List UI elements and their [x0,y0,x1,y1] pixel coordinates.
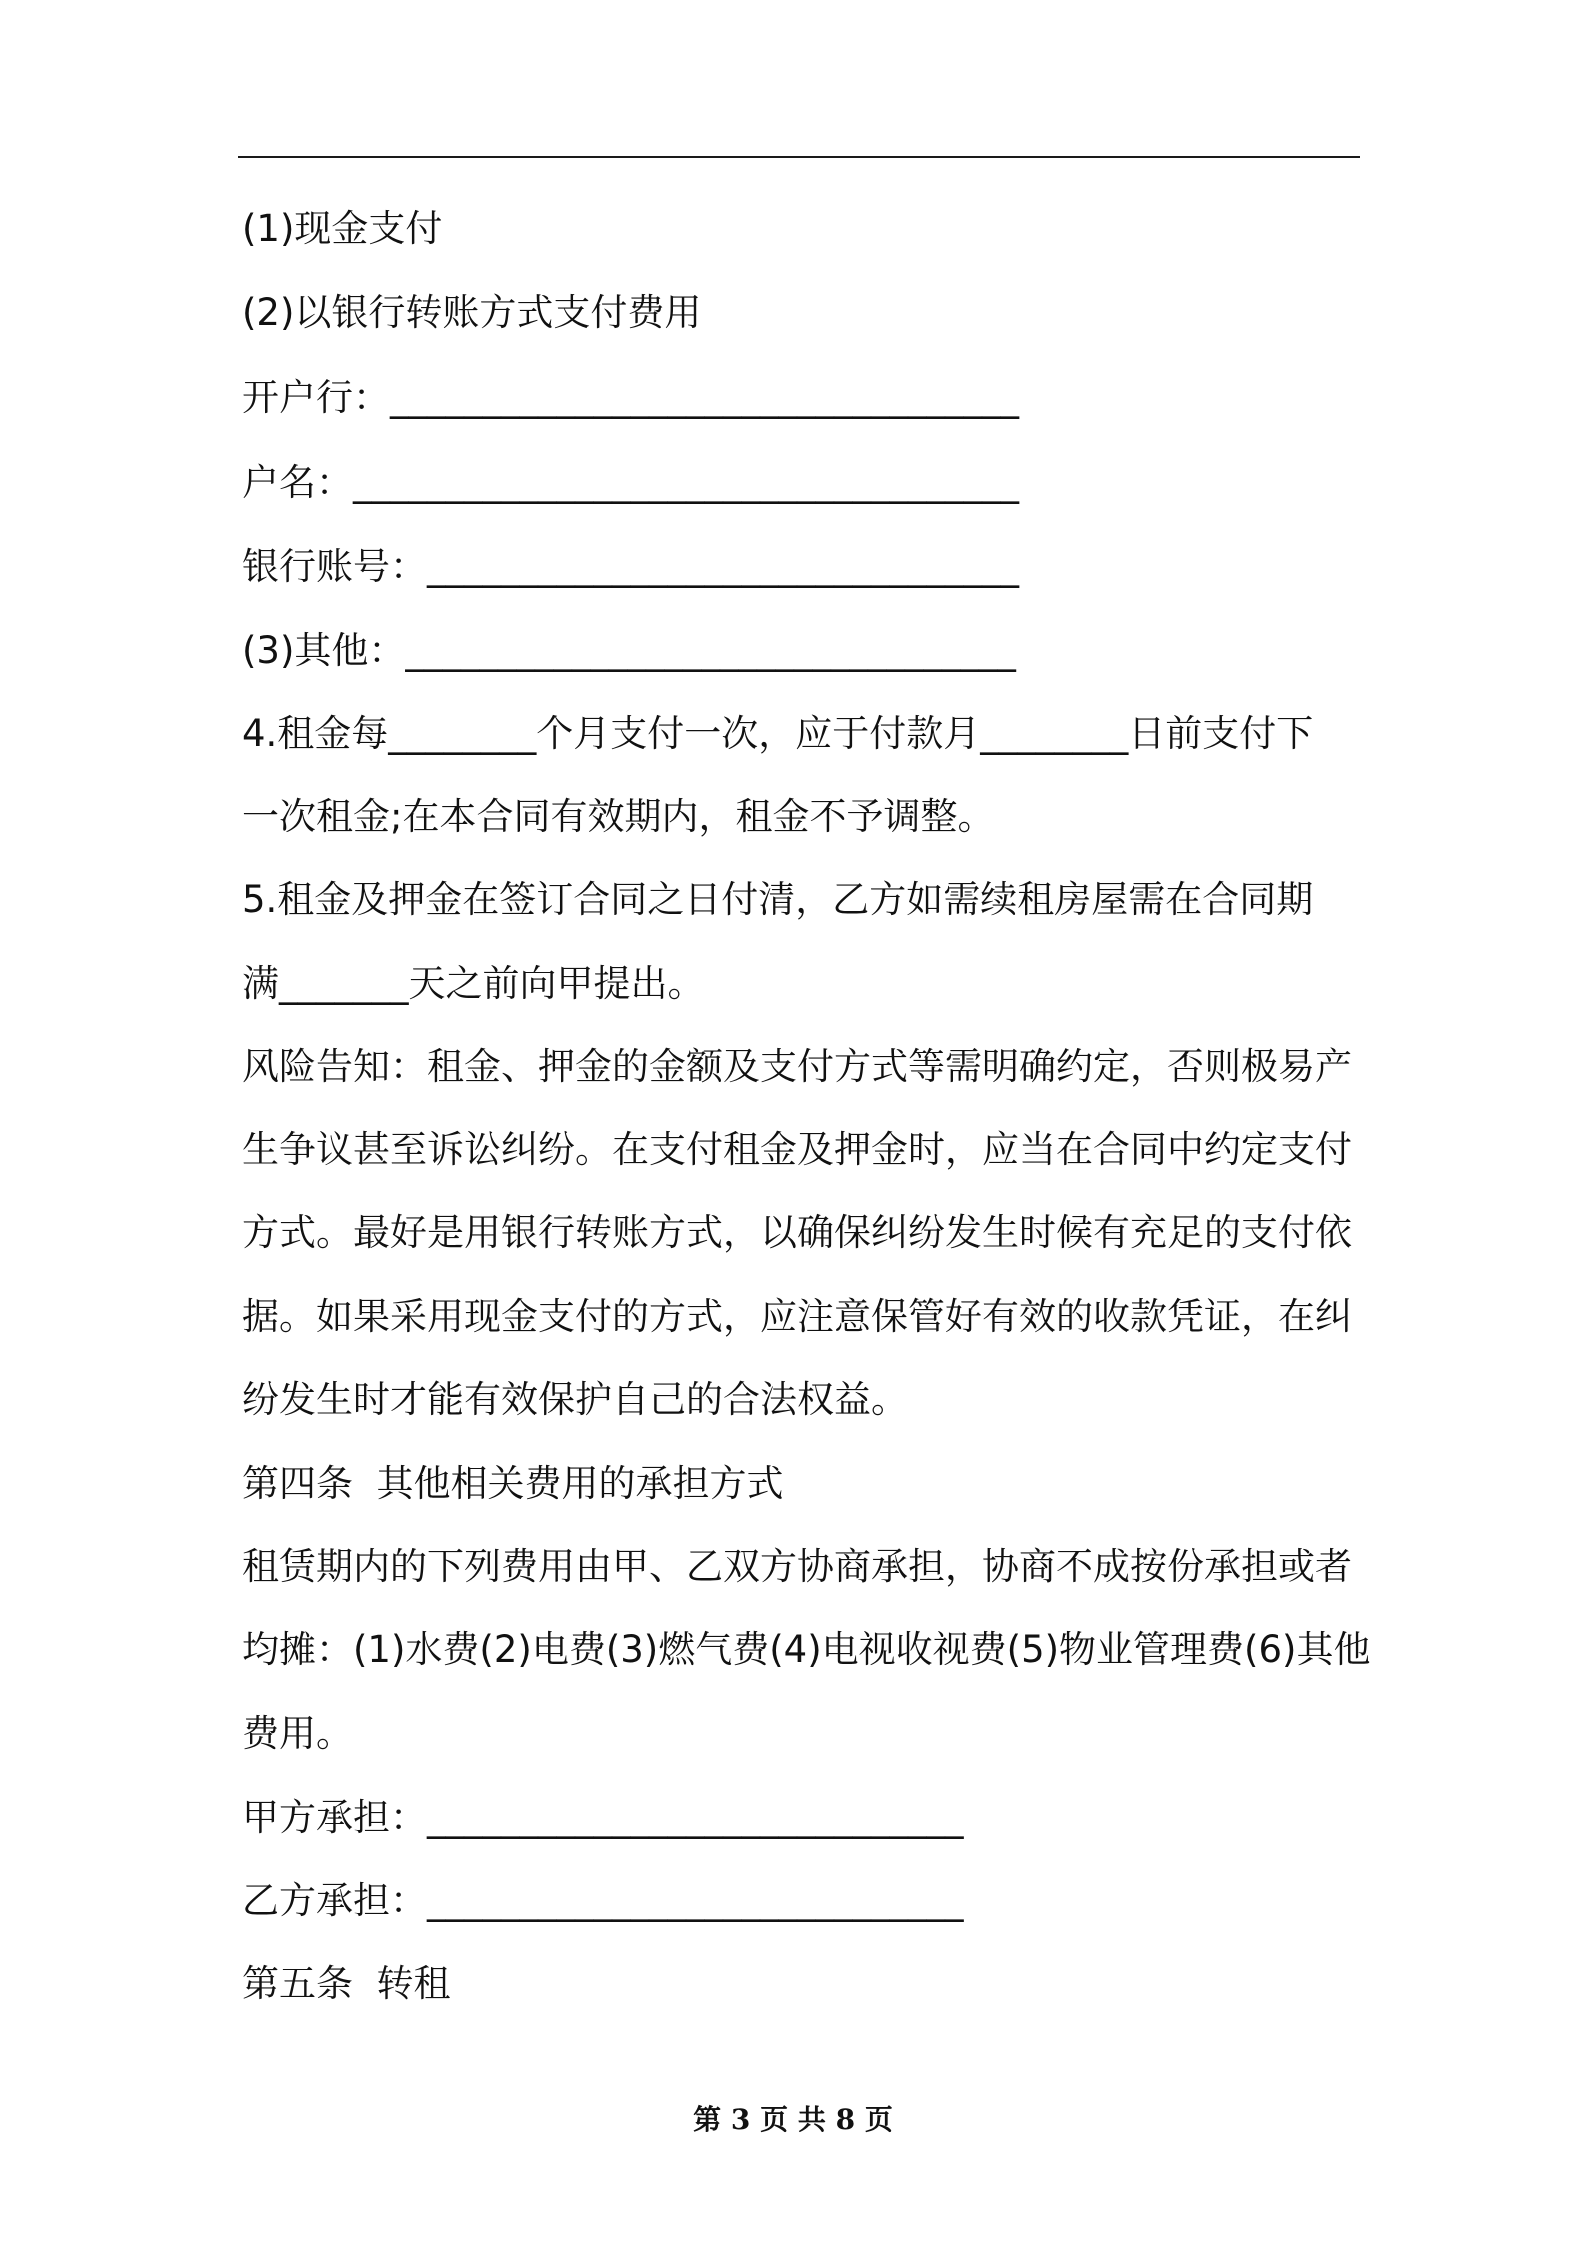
text-line: 开户行：__________________________________ [242,376,1019,419]
text-line: 5.租金及押金在签订合同之日付清，乙方如需续租房屋需在合同期 [242,878,1314,921]
text-line: 户名：____________________________________ [242,461,1019,504]
text-line: 均摊：(1)水费(2)电费(3)燃气费(4)电视收视费(5)物业管理费(6)其他 [242,1628,1371,1671]
text-line: 据。如果采用现金支付的方式，应注意保管好有效的收款凭证，在纠 [242,1295,1352,1338]
text-line: (3)其他：_________________________________ [242,629,1016,672]
text-line: 银行账号：________________________________ [242,545,1019,588]
page-number: 第 3 页 共 8 页 [693,2103,893,2136]
text-line: (2)以银行转账方式支付费用 [242,291,702,334]
section-heading: 第四条 其他相关费用的承担方式 [242,1462,784,1505]
text-line: 方式。最好是用银行转账方式，以确保纠纷发生时候有充足的支付依 [242,1211,1352,1254]
text-line: (1)现金支付 [242,207,443,250]
text-line: 租赁期内的下列费用由甲、乙双方协商承担，协商不成按份承担或者 [242,1545,1352,1588]
section-heading: 第五条 转租 [242,1962,451,2005]
text-line: 满_______天之前向甲提出。 [242,962,705,1005]
text-line: 乙方承担：_____________________________ [242,1879,964,1922]
text-line: 纷发生时才能有效保护自己的合法权益。 [242,1378,908,1421]
text-line: 风险告知：租金、押金的金额及支付方式等需明确约定，否则极易产 [242,1045,1352,1088]
text-line: 4.租金每________个月支付一次，应于付款月________日前支付下 [242,712,1314,755]
header-rule [238,156,1360,158]
text-line: 一次租金;在本合同有效期内，租金不予调整。 [242,795,995,838]
text-line: 甲方承担：_____________________________ [242,1796,964,1839]
text-line: 费用。 [242,1712,353,1755]
text-line: 生争议甚至诉讼纠纷。在支付租金及押金时，应当在合同中约定支付 [242,1128,1352,1171]
